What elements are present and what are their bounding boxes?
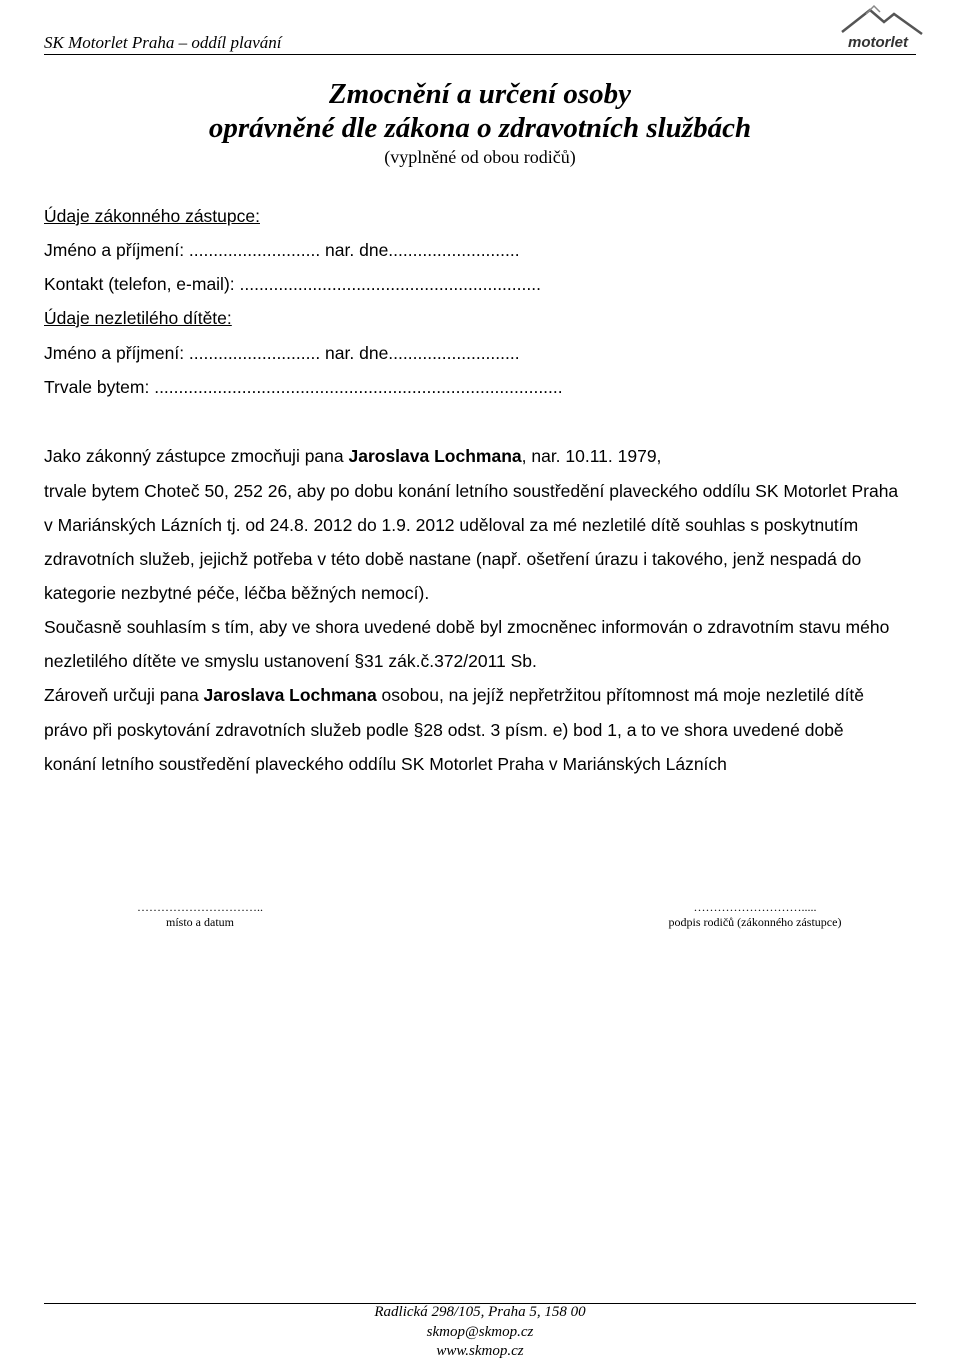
child-heading: Údaje nezletilého dítěte:: [44, 308, 232, 328]
footer-email[interactable]: skmop@skmop.cz: [426, 1324, 534, 1340]
guardian-heading: Údaje zákonného zástupce:: [44, 206, 260, 226]
body-line: v Mariánských Lázních tj. od 24.8. 2012 do 1.9. 2012 uděloval za mé nezletilé dítě souhlas s poskytnutím: [44, 515, 859, 535]
parent-signature-label: podpis rodičů (zákonného zástupce): [668, 915, 842, 929]
designated-person-name: Jaroslava Lochmana: [203, 685, 377, 705]
body-text: Zároveň určuji pana: [44, 685, 204, 705]
body-text: osobou, na jejíž nepřetržitou přítomnost má moje nezletilé dítě: [376, 685, 865, 705]
body-line: trvale bytem Choteč 50, 252 26, aby po dobu konání letního soustředění plaveckého oddílu SK Motorlet Praha: [44, 481, 899, 501]
footer-web[interactable]: www.skmop.cz: [436, 1343, 524, 1359]
place-date-dots[interactable]: …………………………..: [137, 900, 263, 914]
guardian-contact-field[interactable]: Kontakt (telefon, e-mail): ..............................................................: [44, 274, 541, 294]
place-date-label: místo a datum: [166, 915, 234, 929]
body-line: nezletilého dítěte ve smyslu ustanovení §31 zák.č.372/2011 Sb.: [44, 651, 537, 671]
logo-text: motorlet: [848, 34, 908, 50]
body-line: [44, 446, 661, 467]
body-line: [44, 685, 864, 706]
parent-signature-dots[interactable]: ……………………….....: [693, 900, 817, 914]
header-club-name: SK Motorlet Praha – oddíl plavání: [44, 33, 282, 52]
header-divider: [44, 54, 916, 55]
body-line: Současně souhlasím s tím, aby ve shora uvedené době byl zmocněnec informován o zdravotním stavu mého: [44, 617, 890, 637]
document-subtitle: (vyplněné od obou rodičů): [384, 147, 576, 167]
body-text: Jako zákonný zástupce zmocňuji pana: [44, 446, 349, 466]
footer-address: Radlická 298/105, Praha 5, 158 00: [374, 1304, 586, 1320]
child-address-field[interactable]: Trvale bytem: ....................................................................................: [44, 377, 563, 397]
body-text: , nar. 10.11. 1979,: [521, 446, 662, 466]
body-line: konání letního soustředění plaveckého oddílu SK Motorlet Praha v Mariánských Lázních: [44, 754, 727, 774]
document-title-line1: Zmocnění a určení osoby: [328, 78, 632, 110]
authorized-person-name: Jaroslava Lochmana: [348, 446, 522, 466]
child-name-field[interactable]: Jméno a příjmení: ........................... nar. dne...........................: [44, 343, 520, 363]
document-title-line2: oprávněné dle zákona o zdravotních službách: [208, 112, 752, 144]
body-line: zdravotních služeb, jejichž potřeba v této době nastane (např. ošetření úrazu i takového, jenž nespadá do: [44, 549, 862, 569]
body-line: kategorie nezbytné péče, léčba běžných nemocí).: [44, 583, 430, 603]
guardian-name-field[interactable]: Jméno a příjmení: ........................... nar. dne...........................: [44, 240, 520, 260]
motorlet-logo: [822, 2, 934, 50]
body-line: právo při poskytování zdravotních služeb podle §28 odst. 3 písm. e) bod 1, a to ve shora uvedené době: [44, 720, 844, 740]
